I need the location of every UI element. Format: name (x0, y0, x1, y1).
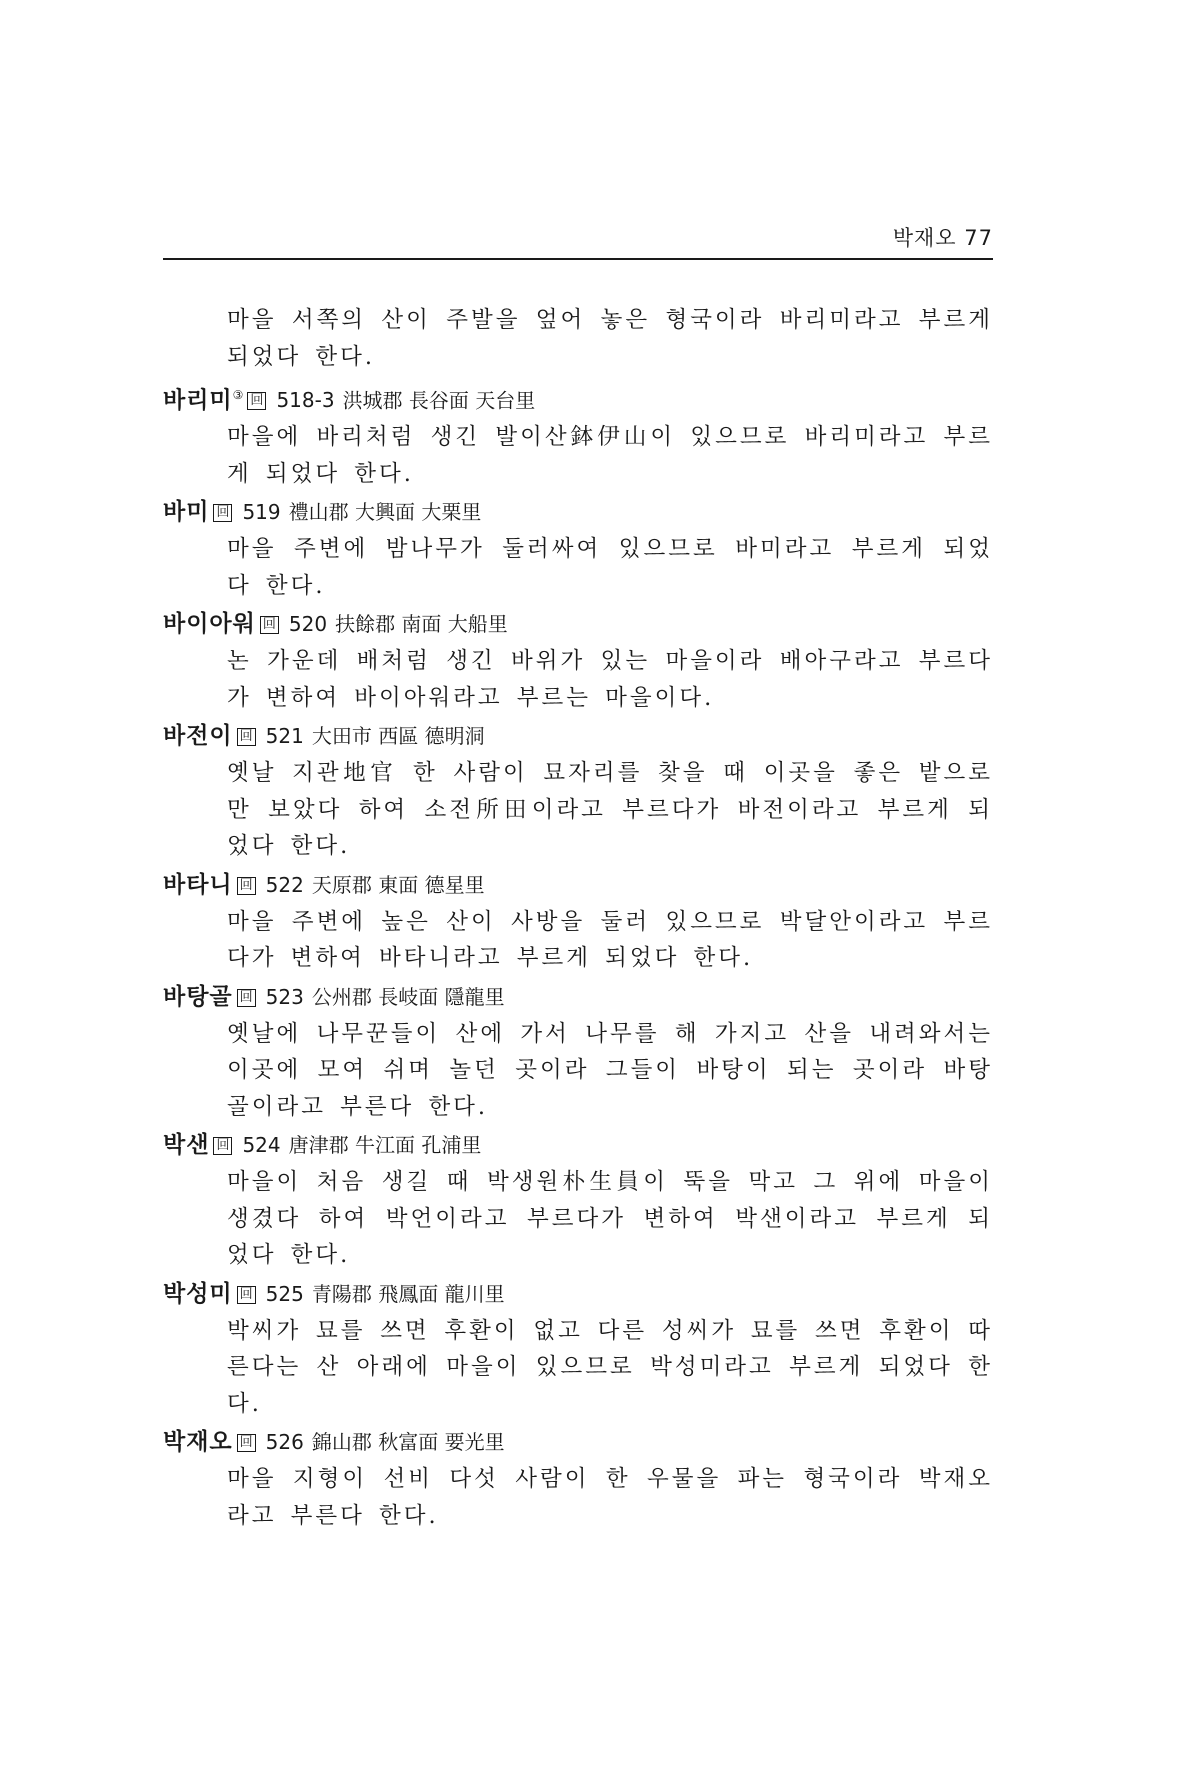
entry-code: 522 (265, 872, 304, 897)
entry-name: 바탕골 (163, 983, 233, 1010)
entry-place: 扶餘郡 南面 大船里 (335, 612, 508, 637)
entry-place: 天原郡 東面 德星里 (311, 872, 485, 897)
entry (163, 494, 993, 604)
entry-place: 洪城郡 長谷面 天台里 (342, 388, 536, 413)
entry-code: 525 (265, 1281, 304, 1306)
entry (163, 1127, 993, 1274)
region-badge: 回 (237, 1286, 256, 1304)
page-content (163, 302, 993, 1534)
region-badge: 回 (237, 728, 256, 746)
entry-name: 바전이 (163, 723, 233, 750)
entry (163, 377, 993, 492)
entry (163, 718, 993, 865)
entry-name: 바타니 (163, 871, 233, 898)
intro-paragraph: 마을 서쪽의 산이 주발을 엎어 놓은 형국이라 바리미라고 부르게 되었다 한다. (227, 307, 993, 370)
entry-name: 박샌 (163, 1132, 210, 1159)
entry-code: 523 (265, 984, 304, 1009)
entry-place: 錦山郡 秋富面 要光里 (311, 1430, 505, 1455)
entry-description: 마을에 바리처럼 생긴 발이산鉢伊山이 있으므로 바리미라고 부르게 되었다 한다. (227, 424, 993, 487)
entry-code: 519 (242, 500, 281, 525)
region-badge: 回 (260, 616, 279, 634)
running-head: 박재오 77 (892, 226, 993, 250)
region-badge: 回 (213, 504, 232, 522)
entry-description: 마을이 처음 생길 때 박생원朴生員이 뚝을 막고 그 위에 마을이 생겼다 하여 박언이라고 부르다가 변하여 박샌이라고 부르게 되었다 한다. (227, 1169, 993, 1269)
entry-place: 唐津郡 牛江面 孔浦里 (288, 1133, 482, 1158)
header-rule (163, 258, 993, 260)
region-badge: 回 (237, 1434, 256, 1452)
entry (163, 979, 993, 1126)
entry-name: 바이아워 (163, 611, 256, 638)
entry-description: 마을 주변에 밤나무가 둘러싸여 있으므로 바미라고 부르게 되었다 한다. (227, 536, 993, 599)
region-badge: 回 (237, 989, 256, 1007)
entry (163, 606, 993, 716)
entry-code: 518-3 (276, 388, 335, 413)
entry (163, 1276, 993, 1423)
entry-place: 公州郡 長岐面 隱龍里 (311, 984, 505, 1009)
entry-description: 옛날 지관地官 한 사람이 묘자리를 찾을 때 이곳을 좋은 밭으로만 보았다 하여 소전所田이라고 부르다가 바전이라고 부르게 되었다 한다. (227, 760, 993, 860)
entry-name: 바리미 (163, 387, 233, 414)
entry-description: 옛날에 나무꾼들이 산에 가서 나무를 해 가지고 산을 내려와서는 이곳에 모여 쉬며 놀던 곳이라 그들이 바탕이 되는 곳이라 바탕골이라고 부른다 한다. (227, 1020, 993, 1120)
entry-code: 526 (265, 1430, 304, 1455)
entry-place: 禮山郡 大興面 大栗里 (288, 500, 482, 525)
entry (163, 1424, 993, 1534)
entry-description: 박씨가 묘를 쓰면 후환이 없고 다른 성씨가 묘를 쓰면 후환이 따른다는 산 아래에 마을이 있으므로 박성미라고 부르게 되었다 한다. (227, 1317, 993, 1417)
footnote-mark: ③ (232, 388, 244, 402)
entry-code: 520 (288, 612, 328, 637)
entry-place: 青陽郡 飛鳳面 龍川里 (311, 1281, 505, 1306)
entry-description: 마을 주변에 높은 산이 사방을 둘러 있으므로 박달안이라고 부르다가 변하여 바타니라고 부르게 되었다 한다. (227, 908, 993, 972)
entry-code: 521 (265, 724, 304, 749)
region-badge: 回 (237, 877, 256, 895)
entry-name: 박재오 (163, 1429, 233, 1456)
entry-name: 바미 (163, 499, 210, 526)
entry-description: 마을 지형이 선비 다섯 사람이 한 우물을 파는 형국이라 박재오라고 부른다 한다. (227, 1466, 993, 1529)
region-badge: 回 (213, 1137, 232, 1155)
entry (163, 867, 993, 977)
entry-name: 박성미 (163, 1280, 233, 1307)
entry-description: 논 가운데 배처럼 생긴 바위가 있는 마을이라 배아구라고 부르다가 변하여 바이아워라고 부르는 마을이다. (227, 648, 993, 711)
region-badge: 回 (247, 392, 266, 410)
entry-code: 524 (242, 1133, 281, 1158)
entry-place: 大田市 西區 德明洞 (311, 724, 485, 749)
